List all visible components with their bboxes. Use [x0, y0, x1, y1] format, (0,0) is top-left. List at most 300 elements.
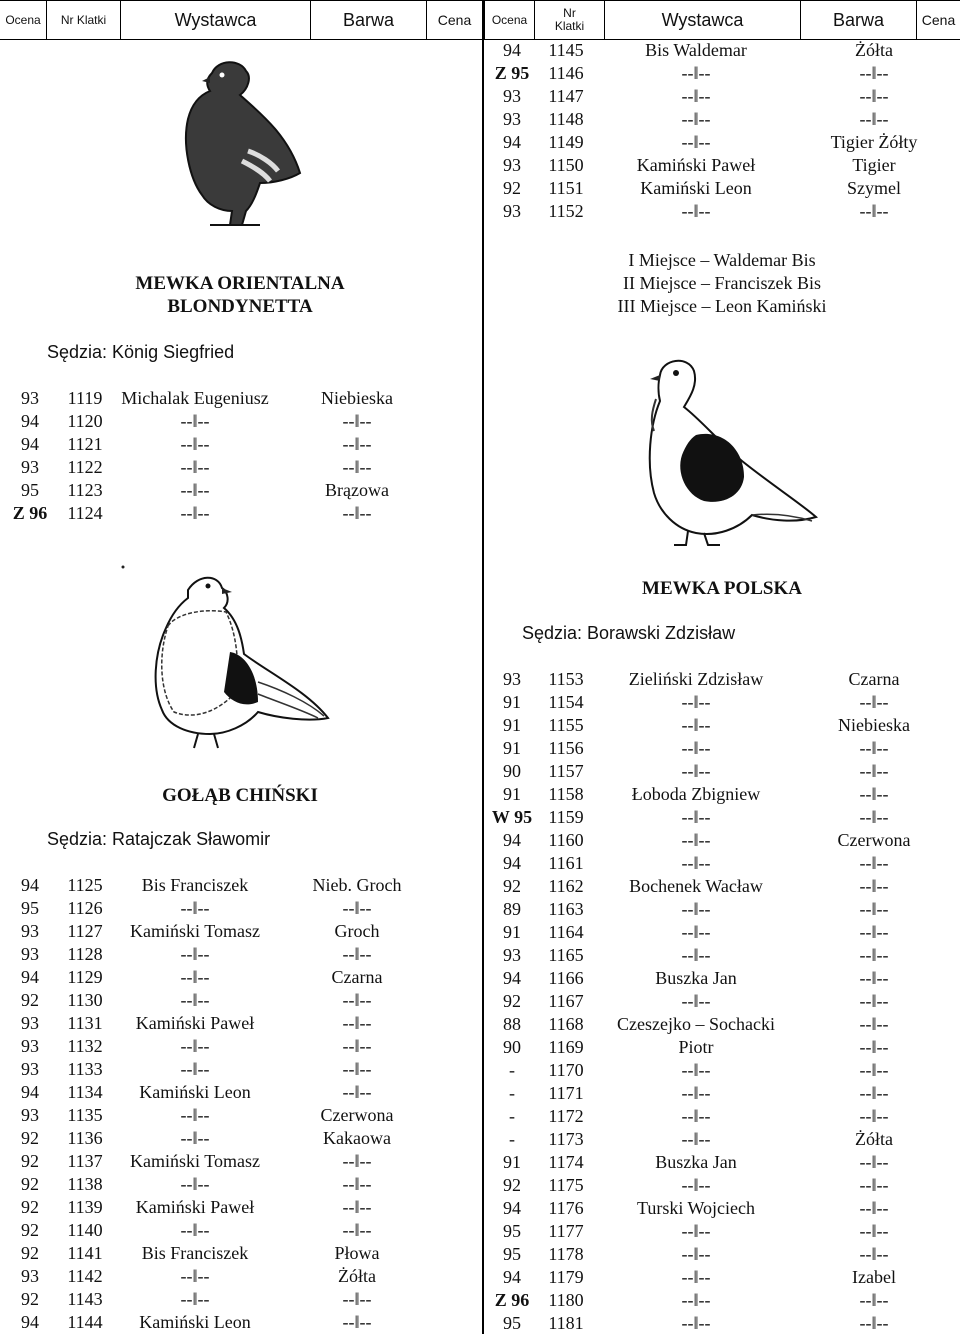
- cell-name: --‖--: [681, 830, 711, 850]
- header-nr-right: Nr Klatki: [534, 1, 604, 39]
- cell-score: W 95: [491, 807, 533, 827]
- table-row: [484, 760, 960, 783]
- cell-score: 94: [503, 830, 521, 850]
- cell-score: 94: [21, 1312, 39, 1332]
- header-price-left: Cena: [426, 1, 482, 39]
- cell-nr: 1158: [548, 784, 584, 804]
- cell-score: 93: [21, 457, 39, 477]
- cell-nr: 1175: [548, 1175, 584, 1195]
- cell-nr: 1170: [548, 1060, 584, 1080]
- cell-color: --‖--: [859, 945, 889, 965]
- cell-score: 91: [503, 715, 521, 735]
- cell-score: 93: [503, 669, 521, 689]
- cell-nr: 1145: [548, 40, 584, 60]
- cell-color: --‖--: [859, 1152, 889, 1172]
- cell-name: --‖--: [681, 853, 711, 873]
- table-row: [0, 387, 482, 410]
- cell-name: Bis Franciszek: [141, 1243, 249, 1263]
- cell-score: 93: [503, 86, 521, 106]
- cell-score: 89: [503, 899, 521, 919]
- cell-color: --‖--: [342, 1151, 372, 1171]
- cell-name: --‖--: [681, 738, 711, 758]
- cell-color: --‖--: [859, 968, 889, 988]
- table-row: [0, 1265, 482, 1288]
- cell-color: --‖--: [859, 63, 889, 83]
- table-row: [0, 1242, 482, 1265]
- cell-nr: 1146: [548, 63, 584, 83]
- cell-name: Bis Franciszek: [141, 875, 249, 895]
- cell-name: --‖--: [681, 922, 711, 942]
- cell-nr: 1172: [548, 1106, 584, 1126]
- cell-nr: 1123: [67, 480, 103, 500]
- cell-score: 94: [21, 411, 39, 431]
- table-row: [484, 1220, 960, 1243]
- cell-score: 92: [21, 1289, 39, 1309]
- cell-nr: 1171: [548, 1083, 584, 1103]
- cell-color: --‖--: [859, 1198, 889, 1218]
- cell-name: --‖--: [681, 1083, 711, 1103]
- cell-nr: 1143: [67, 1289, 103, 1309]
- table-row: [0, 874, 482, 897]
- cell-score: -: [509, 1129, 515, 1149]
- cell-name: Kamiński Leon: [139, 1312, 251, 1332]
- cell-name: --‖--: [681, 86, 711, 106]
- cell-color: --‖--: [342, 1036, 372, 1056]
- header-price-right: Cena: [916, 1, 960, 39]
- cell-name: --‖--: [681, 132, 711, 152]
- cell-name: Kamiński Paweł: [135, 1197, 255, 1217]
- cell-nr: 1166: [548, 968, 584, 988]
- cell-nr: 1176: [548, 1198, 584, 1218]
- cell-name: --‖--: [180, 411, 210, 431]
- cell-color: --‖--: [342, 411, 372, 431]
- cell-name: Bis Waldemar: [645, 40, 747, 60]
- cell-nr: 1154: [548, 692, 584, 712]
- cell-color: --‖--: [342, 503, 372, 523]
- table-row: [0, 1081, 482, 1104]
- cell-nr: 1132: [67, 1036, 103, 1056]
- table-row: [0, 989, 482, 1012]
- cell-name: --‖--: [180, 1289, 210, 1309]
- cell-nr: 1131: [67, 1013, 103, 1033]
- cell-color: Czerwona: [320, 1105, 394, 1125]
- table-row: [484, 737, 960, 760]
- cell-nr: 1180: [548, 1290, 584, 1310]
- cell-name: --‖--: [180, 1105, 210, 1125]
- table-row: [0, 433, 482, 456]
- cell-nr: 1159: [548, 807, 584, 827]
- table-row: [0, 1012, 482, 1035]
- cell-score: 95: [21, 480, 39, 500]
- table-row: [484, 177, 960, 200]
- cell-nr: 1162: [548, 876, 584, 896]
- cell-name: --‖--: [681, 1106, 711, 1126]
- cell-nr: 1127: [67, 921, 103, 941]
- cell-score: -: [509, 1060, 515, 1080]
- cell-nr: 1130: [67, 990, 103, 1010]
- cell-nr: 1169: [548, 1037, 584, 1057]
- cell-score: 92: [21, 1243, 39, 1263]
- cell-name: --‖--: [681, 692, 711, 712]
- cell-name: --‖--: [681, 1290, 711, 1310]
- table-row: [484, 108, 960, 131]
- cell-color: --‖--: [342, 1059, 372, 1079]
- cell-name: --‖--: [681, 899, 711, 919]
- table-header: [0, 0, 960, 40]
- cell-name: Buszka Jan: [655, 1152, 737, 1172]
- cell-color: Czarna: [331, 967, 383, 987]
- place-2: II Miejsce – Franciszek Bis: [623, 273, 821, 293]
- cell-name: --‖--: [180, 990, 210, 1010]
- cell-score: 88: [503, 1014, 521, 1034]
- cell-name: Kamiński Tomasz: [130, 921, 260, 941]
- cell-nr: 1160: [548, 830, 584, 850]
- table-row: [484, 131, 960, 154]
- judge-chinski: Sędzia: Ratajczak Sławomir: [47, 829, 271, 849]
- cell-name: Kamiński Leon: [640, 178, 752, 198]
- cell-color: --‖--: [859, 784, 889, 804]
- cell-color: Żółta: [855, 40, 893, 60]
- cell-name: --‖--: [180, 434, 210, 454]
- cell-nr: 1164: [548, 922, 584, 942]
- table-row: [0, 1127, 482, 1150]
- cell-color: Izabel: [852, 1267, 896, 1287]
- cell-color: --‖--: [342, 1220, 372, 1240]
- cell-color: Płowa: [334, 1243, 380, 1263]
- cell-name: Kamiński Paweł: [636, 155, 756, 175]
- table-row: [484, 1151, 960, 1174]
- cell-color: Niebieska: [321, 388, 393, 408]
- cell-name: --‖--: [180, 503, 210, 523]
- cell-nr: 1139: [67, 1197, 103, 1217]
- table-row: [0, 943, 482, 966]
- cell-score: 95: [503, 1244, 521, 1264]
- cell-nr: 1142: [67, 1266, 103, 1286]
- cell-color: --‖--: [859, 1106, 889, 1126]
- header-color-right: Barwa: [800, 1, 916, 39]
- cell-name: --‖--: [681, 1060, 711, 1080]
- cell-score: 91: [503, 738, 521, 758]
- cell-color: --‖--: [342, 944, 372, 964]
- cell-nr: 1156: [548, 738, 584, 758]
- cell-score: 92: [21, 1220, 39, 1240]
- cell-name: --‖--: [681, 63, 711, 83]
- table-row: [484, 154, 960, 177]
- cell-color: --‖--: [859, 761, 889, 781]
- table-row: [0, 479, 482, 502]
- cell-nr: 1137: [67, 1151, 103, 1171]
- cell-nr: 1126: [67, 898, 103, 918]
- table-row: [484, 1289, 960, 1312]
- cell-color: --‖--: [342, 1174, 372, 1194]
- cell-score: 94: [503, 132, 521, 152]
- cell-color: --‖--: [342, 434, 372, 454]
- cell-score: 92: [21, 1151, 39, 1171]
- cell-score: 93: [21, 1105, 39, 1125]
- cell-color: --‖--: [859, 853, 889, 873]
- header-color-left: Barwa: [310, 1, 426, 39]
- cell-color: --‖--: [859, 991, 889, 1011]
- cell-nr: 1125: [67, 875, 103, 895]
- cell-name: Kamiński Tomasz: [130, 1151, 260, 1171]
- section-title-chinski: GOŁĄB CHIŃSKI: [162, 785, 318, 806]
- cell-nr: 1167: [548, 991, 584, 1011]
- cell-nr: 1129: [67, 967, 103, 987]
- cell-color: Czarna: [848, 669, 900, 689]
- pigeon-chinski-illustration: [118, 562, 354, 754]
- cell-name: --‖--: [180, 1174, 210, 1194]
- cell-color: --‖--: [859, 1290, 889, 1310]
- table-row: [484, 691, 960, 714]
- table-row: [484, 829, 960, 852]
- cell-name: --‖--: [180, 898, 210, 918]
- cell-score: 92: [503, 1175, 521, 1195]
- table-row: [0, 1058, 482, 1081]
- cell-nr: 1157: [548, 761, 584, 781]
- table-row: [0, 502, 482, 525]
- table-row: [0, 1311, 482, 1334]
- cell-score: 91: [503, 1152, 521, 1172]
- cell-nr: 1148: [548, 109, 584, 129]
- cell-name: --‖--: [681, 1313, 711, 1333]
- cell-score: 94: [21, 967, 39, 987]
- cell-color: --‖--: [859, 109, 889, 129]
- table-row: [0, 1288, 482, 1311]
- cell-name: --‖--: [180, 1266, 210, 1286]
- cell-score: 92: [21, 1128, 39, 1148]
- table-row: [484, 967, 960, 990]
- cell-nr: 1120: [67, 411, 103, 431]
- cell-color: --‖--: [859, 738, 889, 758]
- table-row: [0, 897, 482, 920]
- cell-nr: 1147: [548, 86, 584, 106]
- cell-nr: 1174: [548, 1152, 584, 1172]
- cell-name: --‖--: [681, 1221, 711, 1241]
- table-row: [484, 39, 960, 62]
- cell-score: 94: [503, 40, 521, 60]
- cell-color: --‖--: [342, 1082, 372, 1102]
- cell-color: Kakaowa: [323, 1128, 391, 1148]
- cell-score: Z 95: [494, 63, 530, 83]
- cell-score: Z 96: [12, 503, 48, 523]
- table-row: [484, 62, 960, 85]
- cell-nr: 1178: [548, 1244, 584, 1264]
- cell-score: 90: [503, 761, 521, 781]
- cell-score: 93: [21, 921, 39, 941]
- cell-nr: 1163: [548, 899, 584, 919]
- cell-nr: 1165: [548, 945, 584, 965]
- cell-name: --‖--: [180, 1036, 210, 1056]
- cell-color: --‖--: [342, 1013, 372, 1033]
- cell-name: Buszka Jan: [655, 968, 737, 988]
- cell-score: -: [509, 1106, 515, 1126]
- table-row: [484, 852, 960, 875]
- cell-name: Turski Wojciech: [636, 1198, 756, 1218]
- cell-color: Brązowa: [325, 480, 389, 500]
- cell-score: 95: [503, 1313, 521, 1333]
- cell-nr: 1136: [67, 1128, 103, 1148]
- cell-score: 94: [503, 1267, 521, 1287]
- cell-score: 93: [21, 1266, 39, 1286]
- cell-score: 92: [503, 991, 521, 1011]
- cell-name: --‖--: [681, 1175, 711, 1195]
- cell-color: --‖--: [859, 1083, 889, 1103]
- table-row: [484, 714, 960, 737]
- cell-nr: 1179: [548, 1267, 584, 1287]
- table-row: [484, 783, 960, 806]
- cell-score: 91: [503, 784, 521, 804]
- cell-score: 92: [503, 178, 521, 198]
- cell-nr: 1181: [548, 1313, 584, 1333]
- cell-name: --‖--: [180, 944, 210, 964]
- cell-name: Czeszejko – Sochacki: [617, 1014, 775, 1034]
- table-row: [0, 1150, 482, 1173]
- cell-nr: 1173: [548, 1129, 584, 1149]
- cell-name: Michalak Eugeniusz: [121, 388, 269, 408]
- table-row: [484, 921, 960, 944]
- cell-nr: 1141: [67, 1243, 103, 1263]
- cell-score: 93: [21, 944, 39, 964]
- cell-name: --‖--: [180, 480, 210, 500]
- cell-score: 94: [503, 1198, 521, 1218]
- cell-color: --‖--: [859, 922, 889, 942]
- cell-name: --‖--: [681, 715, 711, 735]
- place-3: III Miejsce – Leon Kamiński: [617, 296, 827, 316]
- cell-name: Piotr: [678, 1037, 714, 1057]
- cell-score: 94: [503, 853, 521, 873]
- cell-color: --‖--: [859, 876, 889, 896]
- cell-nr: 1134: [67, 1082, 103, 1102]
- cell-color: --‖--: [342, 1289, 372, 1309]
- cell-color: --‖--: [859, 692, 889, 712]
- cell-color: --‖--: [342, 1197, 372, 1217]
- cell-name: --‖--: [681, 109, 711, 129]
- table-row: [0, 966, 482, 989]
- table-row: [484, 1013, 960, 1036]
- cell-score: -: [509, 1083, 515, 1103]
- cell-name: Kamiński Leon: [139, 1082, 251, 1102]
- cell-color: --‖--: [859, 807, 889, 827]
- cell-name: Bochenek Wacław: [629, 876, 763, 896]
- cell-nr: 1119: [67, 388, 103, 408]
- cell-color: --‖--: [859, 201, 889, 221]
- cell-score: 94: [21, 1082, 39, 1102]
- pigeon-polska-illustration: [612, 345, 824, 553]
- table-row: [484, 1197, 960, 1220]
- table-row: [484, 1059, 960, 1082]
- table-row: [0, 1035, 482, 1058]
- place-1: I Miejsce – Waldemar Bis: [628, 250, 816, 270]
- table-row: [484, 990, 960, 1013]
- cell-nr: 1138: [67, 1174, 103, 1194]
- cell-name: --‖--: [681, 991, 711, 1011]
- cell-score: 93: [503, 155, 521, 175]
- cell-color: --‖--: [342, 1312, 372, 1332]
- cell-color: --‖--: [859, 1060, 889, 1080]
- cell-nr: 1121: [67, 434, 103, 454]
- cell-nr: 1152: [548, 201, 584, 221]
- table-row: [484, 85, 960, 108]
- cell-color: --‖--: [859, 1313, 889, 1333]
- cell-nr: 1168: [548, 1014, 584, 1034]
- table-row: [484, 875, 960, 898]
- cell-name: --‖--: [681, 201, 711, 221]
- cell-name: Kamiński Paweł: [135, 1013, 255, 1033]
- cell-score: 92: [503, 876, 521, 896]
- table-row: [484, 668, 960, 691]
- cell-name: --‖--: [180, 1059, 210, 1079]
- cell-nr: 1135: [67, 1105, 103, 1125]
- header-score-right: Ocena: [484, 1, 534, 39]
- section-title-polska: MEWKA POLSKA: [642, 578, 802, 599]
- table-row: [484, 1266, 960, 1289]
- cell-color: Szymel: [847, 178, 901, 198]
- cell-score: 94: [21, 434, 39, 454]
- judge-polska: Sędzia: Borawski Zdzisław: [522, 623, 736, 643]
- cell-score: 93: [21, 1036, 39, 1056]
- cell-score: 91: [503, 692, 521, 712]
- cell-color: --‖--: [859, 899, 889, 919]
- cell-score: 92: [21, 990, 39, 1010]
- cell-name: --‖--: [180, 1128, 210, 1148]
- cell-color: Tigier Żółty: [830, 132, 918, 152]
- judge-blondynetta: Sędzia: König Siegfried: [47, 342, 235, 362]
- cell-name: --‖--: [681, 1129, 711, 1149]
- table-row: [484, 898, 960, 921]
- cell-name: --‖--: [681, 1267, 711, 1287]
- table-row: [484, 1036, 960, 1059]
- cell-name: --‖--: [180, 967, 210, 987]
- cell-name: --‖--: [681, 807, 711, 827]
- cell-score: 93: [503, 201, 521, 221]
- cell-name: Zieliński Zdzisław: [628, 669, 764, 689]
- table-row: [484, 200, 960, 223]
- cell-nr: 1149: [548, 132, 584, 152]
- cell-score: 94: [21, 875, 39, 895]
- cell-nr: 1153: [548, 669, 584, 689]
- table-row: [484, 1082, 960, 1105]
- cell-score: Z 96: [494, 1290, 530, 1310]
- cell-color: Żółta: [855, 1129, 893, 1149]
- cell-color: Tigier: [852, 155, 896, 175]
- cell-name: Łoboda Zbigniew: [631, 784, 761, 804]
- cell-score: 95: [503, 1221, 521, 1241]
- cell-name: --‖--: [681, 761, 711, 781]
- cell-nr: 1133: [67, 1059, 103, 1079]
- cell-nr: 1150: [548, 155, 584, 175]
- header-exhibitor-left: Wystawca: [120, 1, 310, 39]
- cell-score: 91: [503, 922, 521, 942]
- cell-color: --‖--: [859, 1037, 889, 1057]
- cell-color: --‖--: [859, 1014, 889, 1034]
- cell-score: 94: [503, 968, 521, 988]
- cell-nr: 1151: [548, 178, 584, 198]
- cell-score: 95: [21, 898, 39, 918]
- cell-score: 92: [21, 1197, 39, 1217]
- table-row: [484, 1105, 960, 1128]
- table-row: [0, 456, 482, 479]
- cell-color: --‖--: [342, 990, 372, 1010]
- cell-nr: 1128: [67, 944, 103, 964]
- cell-name: --‖--: [681, 945, 711, 965]
- cell-nr: 1122: [67, 457, 103, 477]
- cell-color: Groch: [334, 921, 380, 941]
- cell-color: --‖--: [342, 457, 372, 477]
- cell-nr: 1144: [67, 1312, 103, 1332]
- table-row: [0, 410, 482, 433]
- table-row: [484, 1243, 960, 1266]
- cell-score: 92: [21, 1174, 39, 1194]
